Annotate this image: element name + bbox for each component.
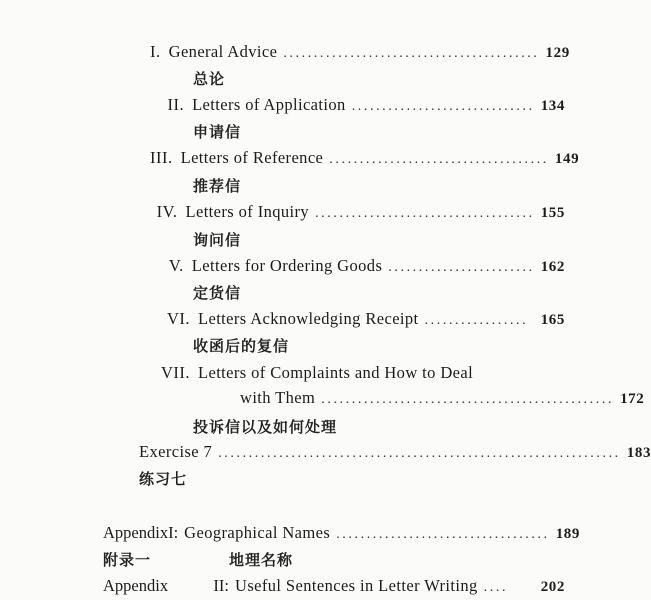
entry-title: Letters of Complaints and How to Deal bbox=[198, 363, 474, 382]
page-number: 134 bbox=[540, 98, 565, 114]
page-number: 189 bbox=[555, 526, 581, 542]
appendix-chinese-label: 附录一 bbox=[103, 551, 152, 569]
toc-exercise[interactable] bbox=[139, 440, 651, 464]
leader-dots: .................................................................. bbox=[218, 446, 621, 461]
entry-chinese-title: 推荐信 bbox=[193, 177, 242, 195]
appendix-number: I: bbox=[168, 523, 179, 542]
entry-chinese-title: 定货信 bbox=[193, 284, 242, 302]
exercise-title: Exercise 7 bbox=[139, 442, 213, 461]
appendix-chinese-title: 地理名称 bbox=[229, 551, 294, 569]
entry-number: V. bbox=[168, 256, 184, 275]
entry-number: III. bbox=[150, 148, 173, 167]
page-number: 162 bbox=[540, 259, 565, 275]
entry-number: VII. bbox=[160, 363, 190, 382]
page-number: 129 bbox=[545, 45, 570, 61]
entry-chinese-title: 询问信 bbox=[193, 231, 242, 249]
toc-entry-5[interactable] bbox=[150, 254, 565, 278]
page-number: 155 bbox=[540, 205, 565, 221]
entry-title: Letters of Inquiry bbox=[185, 202, 310, 221]
toc-entry-3[interactable] bbox=[150, 146, 580, 170]
leader-dots: .... bbox=[483, 580, 509, 595]
entry-chinese-title: 总论 bbox=[193, 70, 226, 88]
toc-entry-7-continued[interactable] bbox=[240, 386, 645, 410]
entry-number: VI. bbox=[166, 309, 190, 328]
entry-title: Letters of Reference bbox=[180, 148, 324, 167]
page-number: 172 bbox=[620, 391, 645, 407]
toc-appendix-2[interactable] bbox=[103, 574, 565, 598]
appendix-title: Useful Sentences in Letter Writing bbox=[235, 576, 478, 595]
entry-number: I. bbox=[150, 42, 161, 61]
leader-dots: .......................................... bbox=[283, 46, 540, 61]
appendix-label: Appendix bbox=[103, 523, 169, 542]
entry-title: Letters of Application bbox=[192, 95, 346, 114]
toc-entry-4[interactable] bbox=[150, 200, 565, 224]
toc-entry-7[interactable] bbox=[150, 361, 565, 385]
entry-chinese-title: 申请信 bbox=[193, 123, 242, 141]
appendix-number: II: bbox=[213, 576, 229, 595]
toc-entry-1[interactable] bbox=[150, 40, 570, 64]
page-number: 149 bbox=[554, 151, 580, 167]
toc-entry-6[interactable] bbox=[150, 307, 565, 331]
leader-dots: ................................... bbox=[336, 527, 550, 542]
appendix-label: Appendix bbox=[103, 576, 169, 595]
leader-dots: .............................. bbox=[351, 99, 535, 114]
toc-entry-2[interactable] bbox=[150, 93, 565, 117]
leader-dots: .................................... bbox=[329, 152, 549, 167]
leader-dots: ................................................ bbox=[321, 392, 615, 407]
entry-number: IV. bbox=[156, 202, 178, 221]
exercise-chinese-title: 练习七 bbox=[139, 470, 188, 488]
leader-dots: ................. bbox=[424, 313, 529, 328]
leader-dots: .................................... bbox=[315, 206, 535, 221]
page-number: 202 bbox=[540, 579, 565, 595]
appendix-title: Geographical Names bbox=[184, 523, 331, 542]
entry-number: II. bbox=[167, 95, 185, 114]
entry-title: General Advice bbox=[168, 42, 278, 61]
leader-dots: ........................ bbox=[388, 260, 535, 275]
page-number: 183 bbox=[626, 445, 651, 461]
entry-title: Letters for Ordering Goods bbox=[191, 256, 383, 275]
page-number: 165 bbox=[540, 312, 565, 328]
entry-chinese-title: 收函后的复信 bbox=[193, 337, 290, 355]
entry-chinese-title: 投诉信以及如何处理 bbox=[193, 418, 338, 436]
entry-title: Letters Acknowledging Receipt bbox=[198, 309, 419, 328]
toc-appendix-1[interactable] bbox=[103, 521, 581, 545]
entry-title-continued: with Them bbox=[240, 388, 316, 407]
